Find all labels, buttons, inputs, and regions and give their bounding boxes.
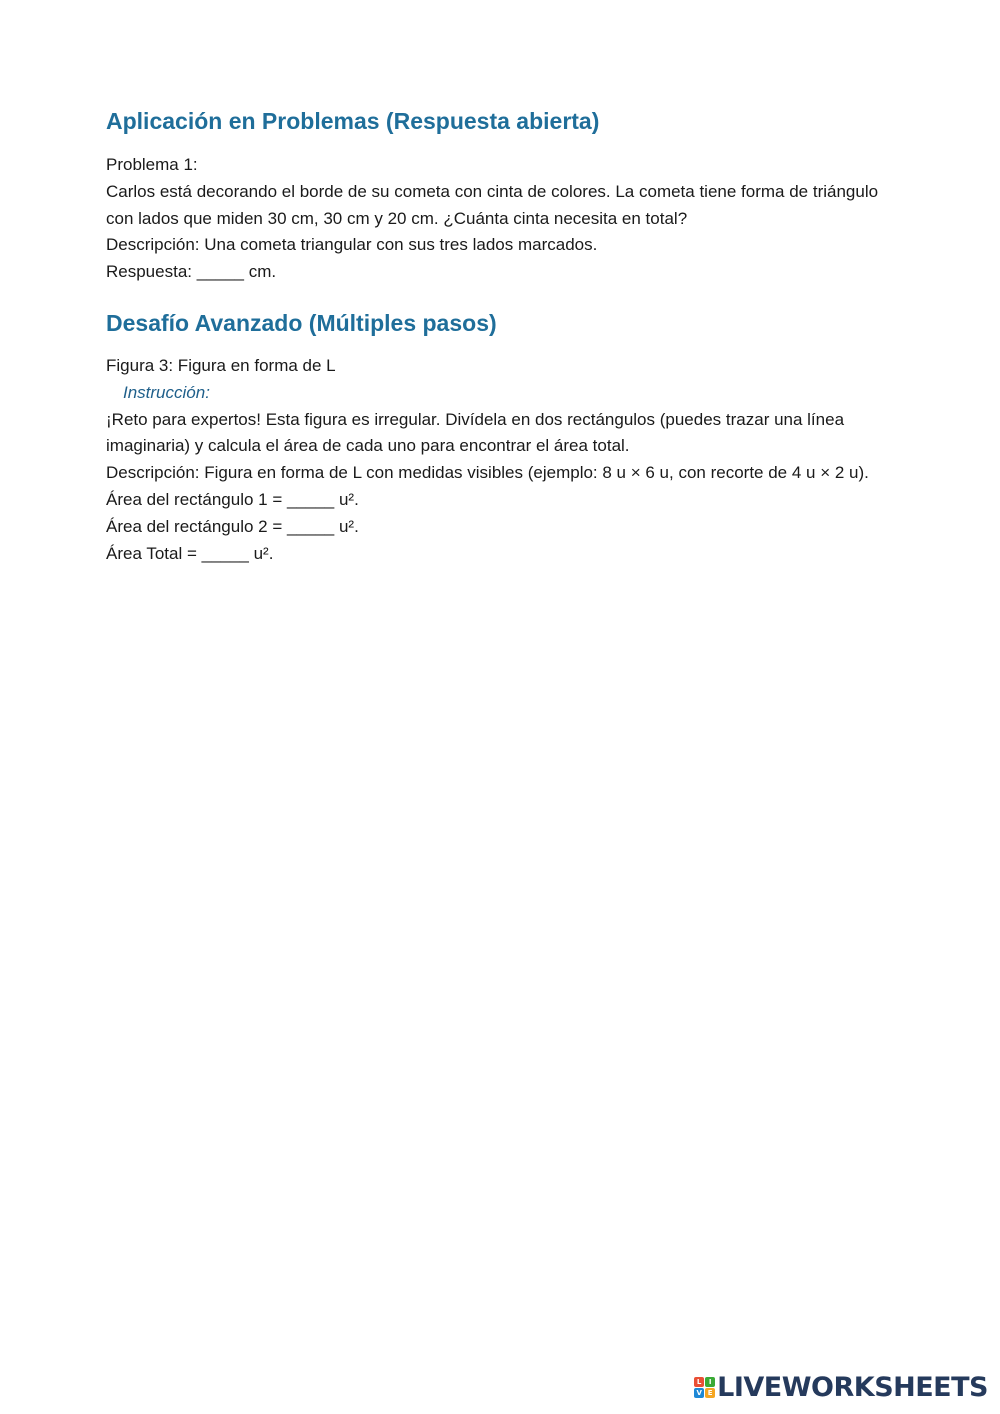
instruction-text: ¡Reto para expertos! Esta figura es irregular. Divídela en dos rectángulos (puedes trazar una línea imaginaria) y calcula el área de cada uno para encontrar el área total. xyxy=(106,409,845,456)
logo-mark-tile: I xyxy=(705,1377,715,1387)
answer-rect-1: Área del rectángulo 1 = _____ u². xyxy=(106,489,359,509)
logo-mark-icon xyxy=(694,1377,715,1398)
challenge-block xyxy=(106,353,906,567)
instruction-label: Instrucción: xyxy=(123,382,210,402)
answer-rect-2: Área del rectángulo 2 = _____ u². xyxy=(106,516,359,536)
section-heading-challenge: Desafío Avanzado (Múltiples pasos) xyxy=(106,310,497,336)
problem-label: Problema 1: xyxy=(106,155,198,174)
logo-mark-tile: E xyxy=(705,1388,715,1398)
figure-title: Figura 3: Figura en forma de L xyxy=(106,356,336,375)
problem-description: Descripción: Una cometa triangular con sus tres lados marcados. xyxy=(106,235,598,255)
problem-statement: Carlos está decorando el borde de su cometa con cinta de colores. La cometa tiene forma de triángulo con lados que miden 30 cm, 30 cm y 20 cm. ¿Cuánta cinta necesita en total? xyxy=(106,181,879,228)
problem-1-block xyxy=(106,152,906,286)
liveworksheets-logo xyxy=(694,1372,988,1402)
logo-mark-tile: V xyxy=(694,1388,704,1398)
problem-answer-line: Respuesta: _____ cm. xyxy=(106,262,277,282)
answer-total: Área Total = _____ u². xyxy=(106,543,274,563)
logo-mark-tile: L xyxy=(694,1377,704,1387)
figure-description: Descripción: Figura en forma de L con medidas visibles (ejemplo: 8 u × 6 u, con recorte de 4 u × 2 u). xyxy=(106,463,869,483)
section-heading-problems: Aplicación en Problemas (Respuesta abierta) xyxy=(106,108,600,134)
logo-text: LIVEWORKSHEETS xyxy=(717,1371,988,1403)
